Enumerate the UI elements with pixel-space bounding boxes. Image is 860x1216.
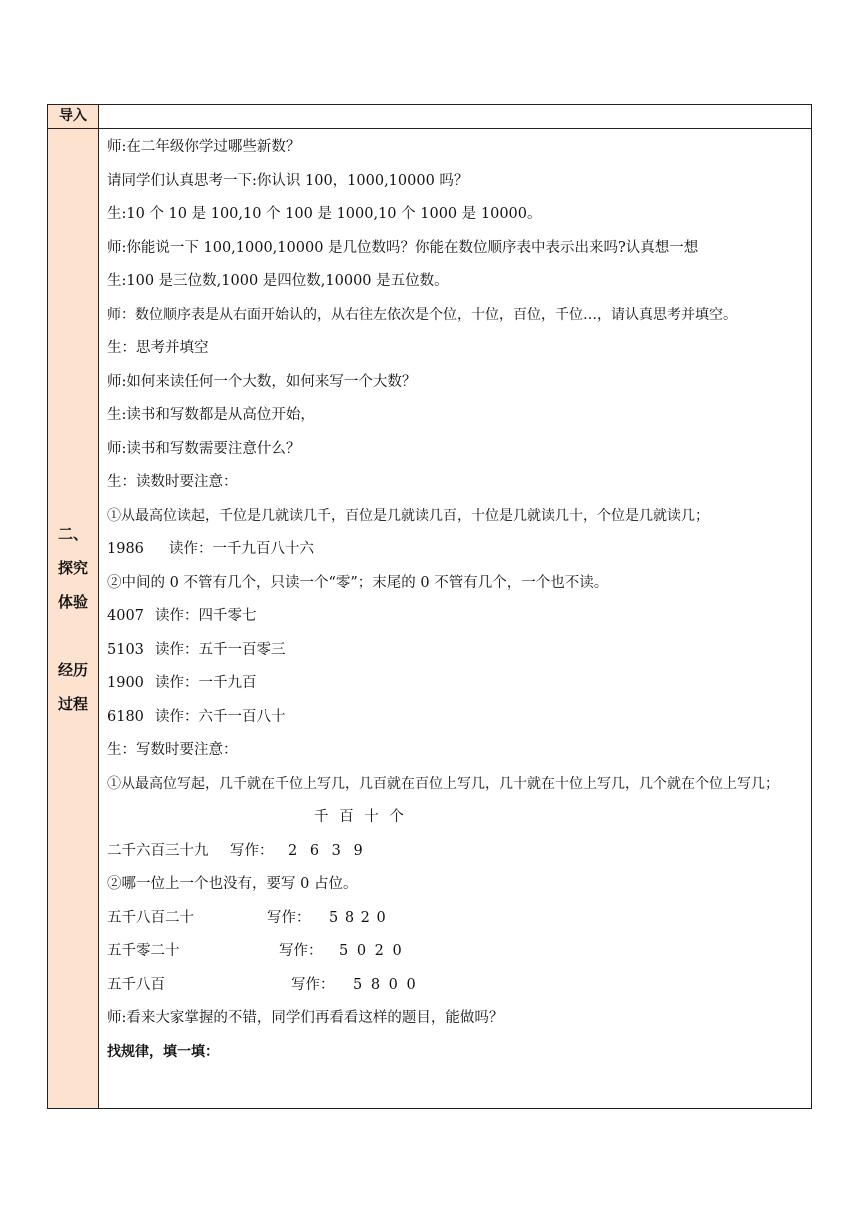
reading-example: 5103 读作：五千一百零三 bbox=[107, 641, 286, 658]
text-line: 师:读书和写数需要注意什么？ bbox=[107, 440, 301, 457]
lesson-table bbox=[47, 104, 812, 1109]
text-line: 请同学们认真思考一下:你认识 100，1000,10000 吗？ bbox=[107, 172, 469, 189]
text-line: 生:100 是三位数,1000 是四位数,10000 是五位数。 bbox=[107, 273, 449, 289]
text-line: 生：写数时要注意： bbox=[107, 742, 238, 758]
label-line-1: 二、 bbox=[57, 525, 88, 543]
text-line: 师:如何来读任何一个大数，如何来写一个大数？ bbox=[107, 373, 417, 390]
reading-example: 1986 读作：一千九百八十六 bbox=[107, 541, 314, 557]
text-line: 师:看来大家掌握的不错，同学们再看看这样的题目，能做吗？ bbox=[107, 1010, 504, 1026]
column-divider bbox=[98, 105, 99, 1108]
text-line: 生：读数时要注意： bbox=[107, 474, 238, 490]
text-line: 生:读书和写数都是从高位开始， bbox=[107, 407, 315, 423]
text-line: 生:10 个 10 是 100,10 个 100 是 1000,10 个 1000 是 10000。 bbox=[107, 206, 542, 222]
text-line: 生：思考并填空 bbox=[107, 340, 209, 356]
writing-example: 五千八百 写作： 5 8 0 0 bbox=[107, 976, 416, 993]
text-line: ①从最高位读起，千位是几就读几千，百位是几就读几百，十位是几就读几十，个位是几就读几； bbox=[107, 507, 709, 524]
row-divider bbox=[48, 128, 811, 129]
lesson-content bbox=[107, 131, 805, 1069]
label-line-4: 经历 bbox=[57, 661, 88, 679]
reading-example: 1900 读作：一千九百 bbox=[107, 675, 257, 691]
text-line: ①从最高位写起，几千就在千位上写几，几百就在百位上写几，几十就在十位上写几，几个就在个位上写几； bbox=[107, 775, 779, 792]
label-line-5: 过程 bbox=[57, 695, 88, 713]
writing-example: 五千八百二十 写作： 5 8 2 0 bbox=[107, 909, 386, 926]
writing-example: 二千六百三十九 写作： 2 6 3 9 bbox=[107, 842, 363, 859]
text-line: ②哪一位上一个也没有，要写 0 占位。 bbox=[107, 876, 358, 892]
reading-example: 4007 读作：四千零七 bbox=[107, 608, 257, 624]
place-value-header: 千 百 十 个 bbox=[314, 809, 407, 825]
row-label-intro: 导入 bbox=[48, 105, 98, 128]
label-line-2: 探究 bbox=[57, 559, 88, 577]
reading-example: 6180 读作：六千一百八十 bbox=[107, 708, 286, 725]
label-line-3: 体验 bbox=[57, 593, 88, 611]
exercise-heading: 找规律，填一填： bbox=[107, 1043, 219, 1060]
text-line: ②中间的 0 不管有几个，只读一个“零”；末尾的 0 不管有几个，一个也不读。 bbox=[107, 574, 609, 591]
text-line: 师：数位顺序表是从右面开始认的，从右往左依次是个位，十位，百位，千位…，请认真思考并填空。 bbox=[107, 306, 737, 323]
text-line: 师:你能说一下 100,1000,10000 是几位数吗？你能在数位顺序表中表示出来吗?认真想一想 bbox=[107, 239, 699, 256]
row-label-explore bbox=[48, 129, 98, 1108]
writing-example: 五千零二十 写作： 5 0 2 0 bbox=[107, 943, 402, 959]
text-line: 师:在二年级你学过哪些新数？ bbox=[107, 139, 301, 155]
